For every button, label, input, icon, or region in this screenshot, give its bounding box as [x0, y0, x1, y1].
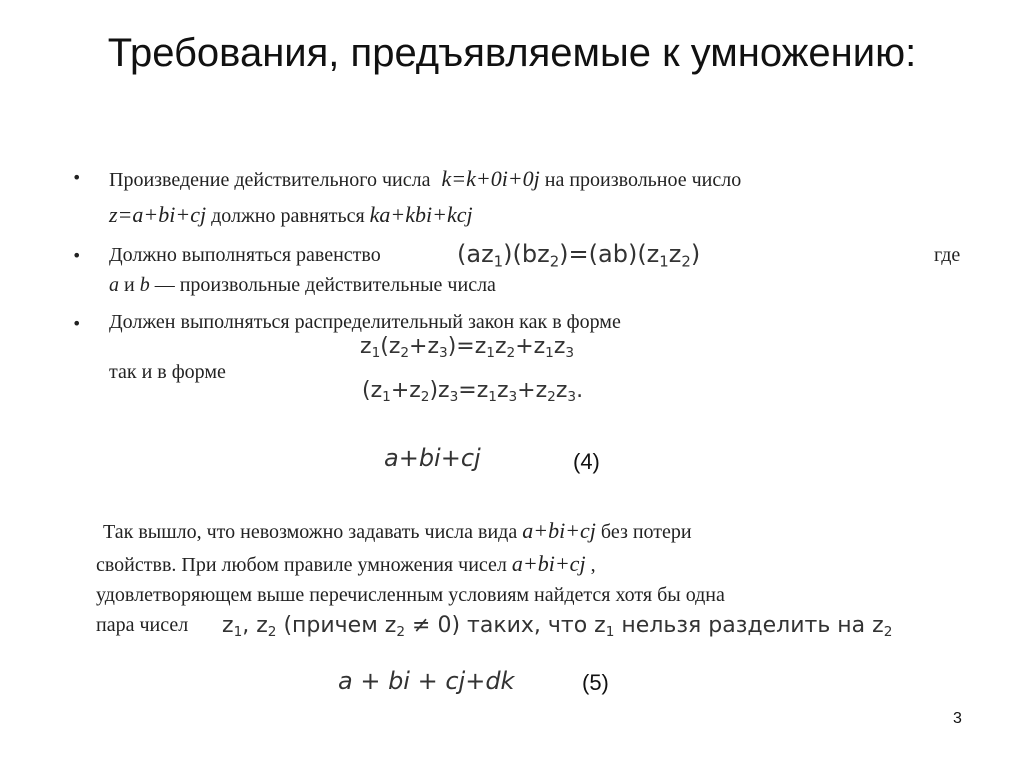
bullet-1-line-2: [109, 202, 473, 228]
bullet-1-math-z: z=a+bi+cj: [109, 202, 207, 227]
bullet-1-text-post: на произвольное число: [544, 169, 742, 191]
slide-title: Требования, предъявляемые к умножению:: [107, 31, 917, 75]
para-line-1-post: без потери: [600, 521, 692, 543]
para-line-2: [96, 551, 596, 577]
para-line-1-math: a+bi+cj: [522, 518, 596, 543]
para-line-4-formula: [222, 613, 893, 641]
bullet-2-text-where: где: [934, 244, 961, 266]
distributive-formula-1: $z_1(z_2+z_3)=z_1z_2+z_1z_3$: [360, 334, 575, 362]
para-line-4-pre: пара чисел: [96, 614, 189, 636]
bullet-1-line-1: [109, 166, 741, 192]
equation-5-formula: a + bi + cj+dk: [338, 667, 515, 695]
bullet-1-math-ka: ka+kbi+kcj: [369, 202, 473, 227]
bullet-1-text-mid: должно равняться: [211, 205, 365, 227]
para-line-2-pre: свойствв. При любом правиле умножения чисел: [96, 554, 507, 576]
bullet-2-formula: [457, 240, 701, 271]
equation-4-formula: a+bi+cj: [384, 444, 481, 472]
bullet-2-var-b: b: [139, 274, 150, 296]
bullet-marker-2: •: [72, 246, 82, 265]
bullet-2-formula-text: $(az_1)(bz_2)=(ab)(z_1z_2)$: [457, 240, 701, 271]
bullet-1-text-pre: Произведение действительного числа: [109, 169, 431, 191]
bullet-marker-1: •: [72, 168, 82, 187]
para-line-4-formula-text: $z_1$, $z_2$ (причем $z_2 \ne 0$) таких, что $z_1$ нельзя разделить на $z_2$: [222, 613, 893, 641]
equation-4-number: (4): [573, 449, 600, 474]
bullet-3-text: Должен выполняться распределительный закон как в форме: [109, 311, 621, 333]
bullet-marker-3: •: [72, 314, 82, 333]
bullet-2-rest: — произвольные действительные числа: [154, 274, 496, 296]
bullet-2-line-2: [109, 274, 496, 297]
slide-number: 3: [953, 710, 962, 727]
distributive-formula-2: $(z_1+z_2)z_3=z_1z_3+z_2z_3$.: [362, 378, 584, 406]
bullet-2-text-pre: Должно выполняться равенство: [109, 244, 381, 266]
bullet-2-and: и: [124, 274, 135, 296]
bullet-1-math-k: k=k+0i+0j: [441, 166, 540, 191]
para-line-2-math: a+bi+cj: [511, 551, 586, 576]
equation-5-number: (5): [582, 670, 609, 695]
para-line-1-pre: Так вышло, что невозможно задавать числа вида: [103, 521, 518, 543]
para-line-2-post: ,: [590, 554, 596, 576]
para-line-3: удовлетворяющем выше перечисленным условиям найдется хотя бы одна: [96, 584, 725, 606]
para-line-1: [103, 518, 692, 544]
bullet-2-var-a: a: [109, 274, 119, 296]
bullet-3-mid-text: так и в форме: [109, 361, 226, 383]
